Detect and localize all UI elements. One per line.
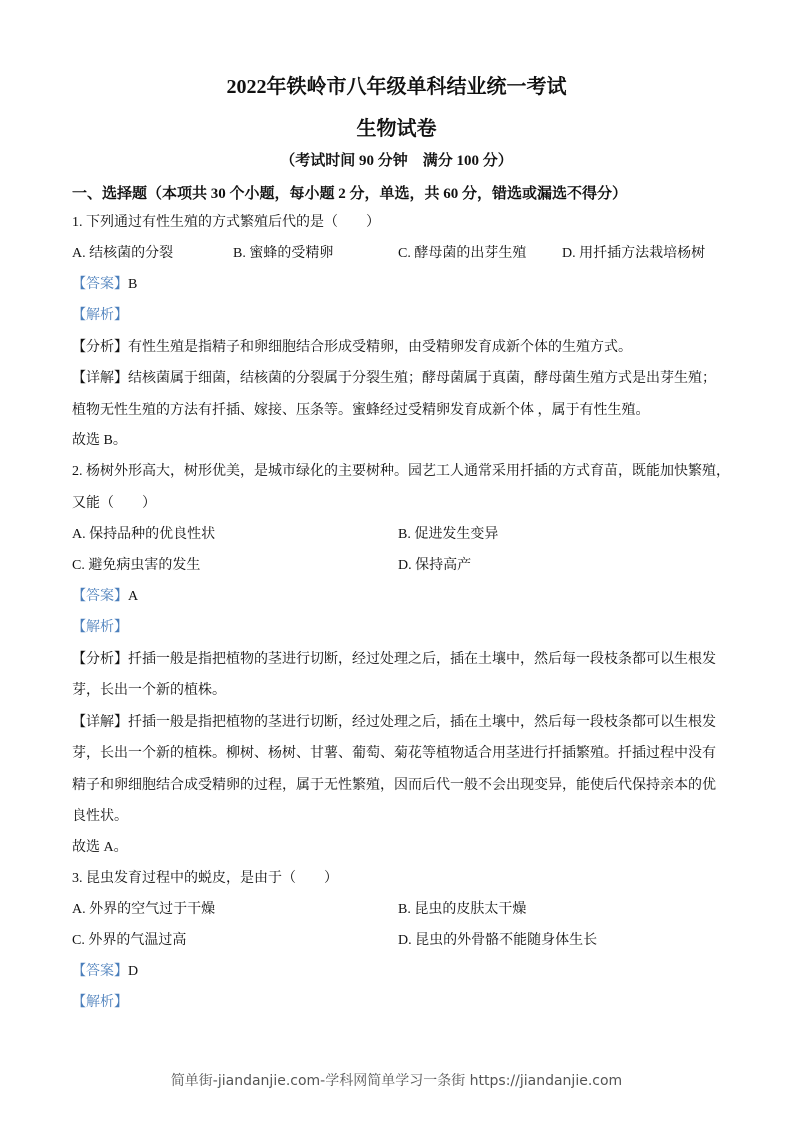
q1-detail-cont: 植物无性生殖的方法有扦插、嫁接、压条等。蜜蜂经过受精卵发育成新个体 ，属于有性生殖。 (72, 403, 650, 418)
q3-option-b: B. 昆虫的皮肤太干燥 (398, 902, 527, 917)
q1-option-b: B. 蜜蜂的受精卵 (233, 246, 334, 261)
answer-value: D (128, 964, 139, 979)
section-heading: 一、选择题（本项共 30 个小题，每小题 2 分，单选，共 60 分，错选或漏选不得分） (72, 186, 628, 202)
detail-text: 结核菌属于细菌，结核菌的分裂属于分裂生殖；酵母菌属于真菌，酵母菌生殖方式是出芽生殖； (128, 371, 716, 386)
q2-answer (72, 588, 138, 606)
q2-detail-cont-2: 精子和卵细胞结合成受精卵的过程，属于无性繁殖，因而后代一般不会出现变异，能使后代保持亲本的优 (72, 778, 716, 793)
detail-label: 【详解】 (72, 715, 128, 730)
answer-value: A (128, 589, 139, 604)
q3-option-c: C. 外界的气温过高 (72, 933, 187, 948)
answer-label: 【答案】 (72, 964, 128, 979)
q2-option-c: C. 避免病虫害的发生 (72, 558, 201, 573)
q1-answer (72, 276, 137, 294)
q2-detail-cont-1: 芽，长出一个新的植株。柳树、杨树、甘薯、葡萄、菊花等植物适合用茎进行扦插繁殖。扦插过程中没有 (72, 746, 716, 761)
q3-option-d: D. 昆虫的外骨骼不能随身体生长 (398, 933, 598, 948)
analysis-text: 扦插一般是指把植物的茎进行切断，经过处理之后，插在土壤中，然后每一段枝条都可以生根发 (128, 652, 716, 667)
question-3-stem: 3. 昆虫发育过程中的蜕皮，是由于（ ） (72, 871, 338, 886)
q1-option-a: A. 结核菌的分裂 (72, 246, 174, 261)
q1-explanation-label: 【解析】 (72, 308, 128, 323)
answer-value: B (128, 277, 138, 292)
q3-answer (72, 963, 138, 981)
q2-analysis-cont: 芽，长出一个新的植株。 (72, 683, 226, 698)
analysis-label: 【分析】 (72, 652, 128, 667)
detail-text: 扦插一般是指把植物的茎进行切断，经过处理之后，插在土壤中，然后每一段枝条都可以生根发 (128, 715, 716, 730)
q2-analysis (72, 651, 716, 669)
q1-option-d: D. 用扦插方法栽培杨树 (562, 246, 706, 261)
q2-option-b: B. 促进发生变异 (398, 527, 499, 542)
q3-explanation-label: 【解析】 (72, 995, 128, 1010)
q1-analysis (72, 339, 632, 357)
exam-subtitle: 生物试卷 (356, 118, 437, 140)
exam-info: （考试时间 90 分钟 满分 100 分） (280, 153, 513, 169)
answer-label: 【答案】 (72, 277, 128, 292)
question-2-stem: 2. 杨树外形高大，树形优美，是城市绿化的主要树种。园艺工人通常采用扦插的方式育苗，既能加快繁殖， (72, 464, 730, 479)
q1-detail (72, 370, 716, 388)
question-1-stem: 1. 下列通过有性生殖的方式繁殖后代的是（ ） (72, 215, 380, 230)
q1-option-c: C. 酵母菌的出芽生殖 (398, 246, 527, 261)
analysis-text: 有性生殖是指精子和卵细胞结合形成受精卵，由受精卵发育成新个体的生殖方式。 (128, 340, 632, 355)
q2-detail (72, 714, 716, 732)
detail-label: 【详解】 (72, 371, 128, 386)
question-2-stem-cont: 又能（ ） (72, 496, 156, 511)
q2-conclusion: 故选 A。 (72, 840, 128, 855)
q2-option-a: A. 保持品种的优良性状 (72, 527, 216, 542)
footer-watermark: 简单街-jiandanjie.com-学科网简单学习一条街 https://jiandanjie.com (170, 1073, 623, 1089)
analysis-label: 【分析】 (72, 340, 128, 355)
q2-option-d: D. 保持高产 (398, 558, 472, 573)
answer-label: 【答案】 (72, 589, 128, 604)
q3-option-a: A. 外界的空气过于干燥 (72, 902, 216, 917)
exam-title: 2022年铁岭市八年级单科结业统一考试 (226, 76, 567, 98)
q2-detail-cont-3: 良性状。 (72, 809, 128, 824)
q1-conclusion: 故选 B。 (72, 433, 127, 448)
q2-explanation-label: 【解析】 (72, 620, 128, 635)
